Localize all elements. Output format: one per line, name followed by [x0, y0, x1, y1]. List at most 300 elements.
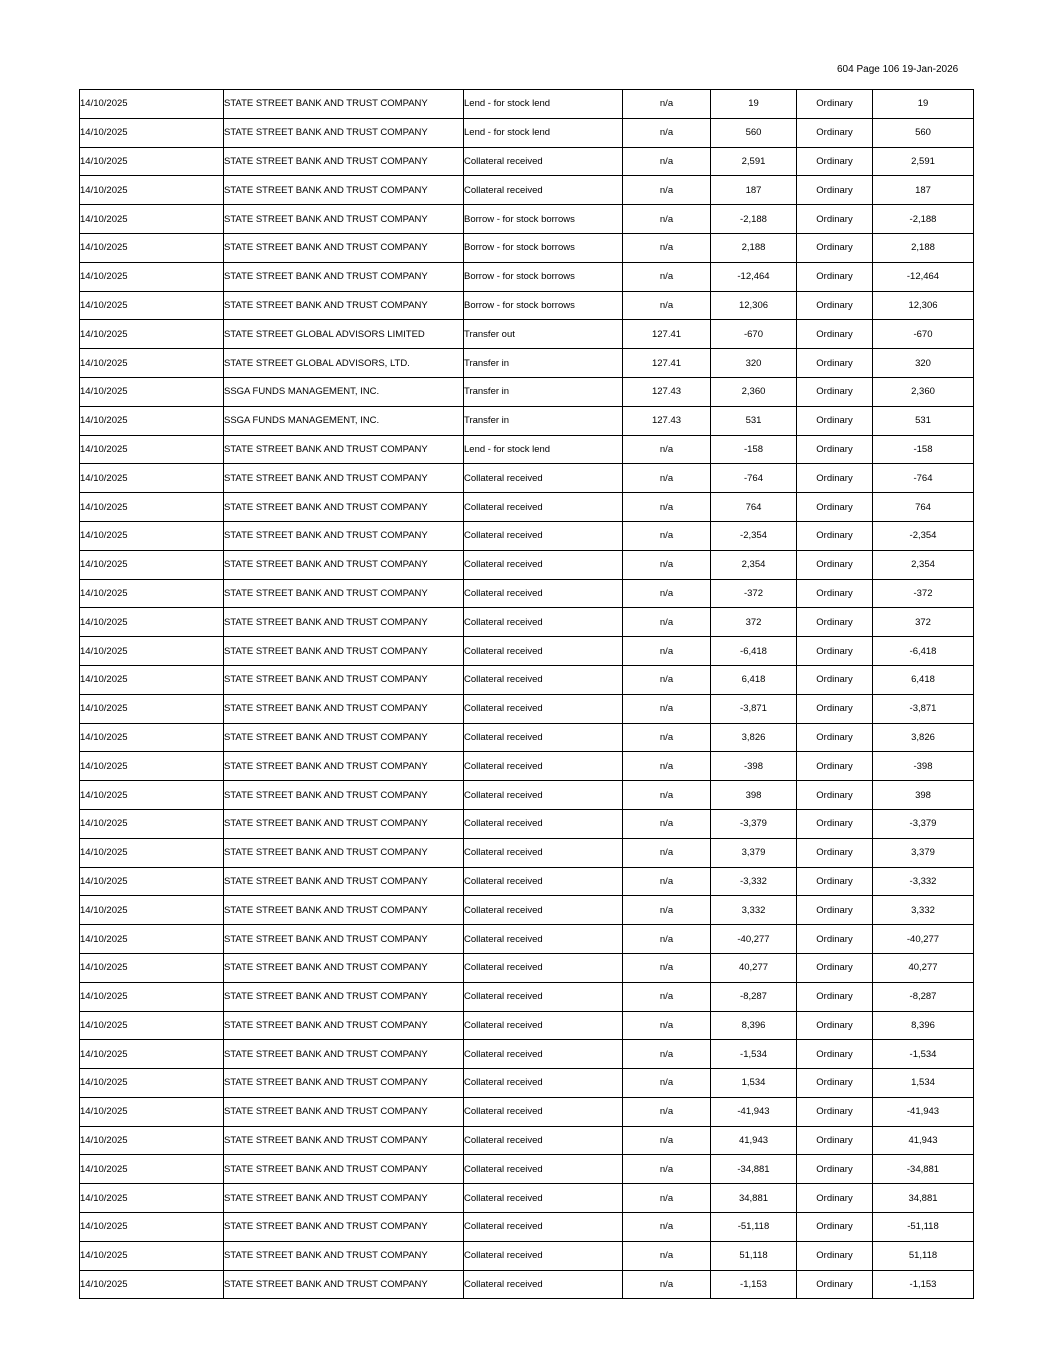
- entity-cell: STATE STREET BANK AND TRUST COMPANY: [224, 435, 464, 464]
- table-row: [80, 665, 974, 694]
- table-row: [80, 176, 974, 205]
- votes-cell: 12,306: [873, 291, 974, 320]
- table-row: [80, 349, 974, 378]
- class-cell: Ordinary: [797, 579, 873, 608]
- table-row: [80, 1213, 974, 1242]
- date-cell: 14/10/2025: [80, 752, 224, 781]
- nature-cell: Collateral received: [464, 925, 623, 954]
- consideration-cell: n/a: [623, 953, 711, 982]
- nature-cell: Collateral received: [464, 809, 623, 838]
- nature-cell: Collateral received: [464, 1097, 623, 1126]
- quantity-cell: 764: [711, 493, 797, 522]
- class-cell: Ordinary: [797, 1126, 873, 1155]
- votes-cell: -670: [873, 320, 974, 349]
- quantity-cell: 19: [711, 90, 797, 119]
- quantity-cell: 320: [711, 349, 797, 378]
- entity-cell: STATE STREET BANK AND TRUST COMPANY: [224, 637, 464, 666]
- nature-cell: Collateral received: [464, 550, 623, 579]
- date-cell: 14/10/2025: [80, 723, 224, 752]
- votes-cell: -2,188: [873, 205, 974, 234]
- consideration-cell: n/a: [623, 982, 711, 1011]
- entity-cell: STATE STREET BANK AND TRUST COMPANY: [224, 1011, 464, 1040]
- class-cell: Ordinary: [797, 809, 873, 838]
- table-row: [80, 435, 974, 464]
- entity-cell: STATE STREET BANK AND TRUST COMPANY: [224, 925, 464, 954]
- votes-cell: 19: [873, 90, 974, 119]
- consideration-cell: n/a: [623, 1241, 711, 1270]
- class-cell: Ordinary: [797, 90, 873, 119]
- quantity-cell: -51,118: [711, 1213, 797, 1242]
- nature-cell: Collateral received: [464, 953, 623, 982]
- nature-cell: Transfer in: [464, 406, 623, 435]
- votes-cell: 531: [873, 406, 974, 435]
- nature-cell: Collateral received: [464, 1270, 623, 1299]
- class-cell: Ordinary: [797, 349, 873, 378]
- consideration-cell: n/a: [623, 118, 711, 147]
- consideration-cell: n/a: [623, 550, 711, 579]
- class-cell: Ordinary: [797, 1040, 873, 1069]
- date-cell: 14/10/2025: [80, 493, 224, 522]
- nature-cell: Lend - for stock lend: [464, 118, 623, 147]
- date-cell: 14/10/2025: [80, 1155, 224, 1184]
- consideration-cell: n/a: [623, 637, 711, 666]
- votes-cell: 2,354: [873, 550, 974, 579]
- date-cell: 14/10/2025: [80, 377, 224, 406]
- entity-cell: STATE STREET BANK AND TRUST COMPANY: [224, 1270, 464, 1299]
- quantity-cell: -6,418: [711, 637, 797, 666]
- nature-cell: Collateral received: [464, 752, 623, 781]
- nature-cell: Lend - for stock lend: [464, 90, 623, 119]
- quantity-cell: -764: [711, 464, 797, 493]
- quantity-cell: 40,277: [711, 953, 797, 982]
- date-cell: 14/10/2025: [80, 1069, 224, 1098]
- consideration-cell: n/a: [623, 262, 711, 291]
- table-row: [80, 1184, 974, 1213]
- entity-cell: STATE STREET BANK AND TRUST COMPANY: [224, 665, 464, 694]
- nature-cell: Borrow - for stock borrows: [464, 291, 623, 320]
- consideration-cell: n/a: [623, 493, 711, 522]
- class-cell: Ordinary: [797, 1155, 873, 1184]
- consideration-cell: n/a: [623, 1213, 711, 1242]
- votes-cell: 3,826: [873, 723, 974, 752]
- class-cell: Ordinary: [797, 118, 873, 147]
- class-cell: Ordinary: [797, 377, 873, 406]
- quantity-cell: 372: [711, 608, 797, 637]
- table-row: [80, 1011, 974, 1040]
- class-cell: Ordinary: [797, 1270, 873, 1299]
- entity-cell: STATE STREET BANK AND TRUST COMPANY: [224, 1213, 464, 1242]
- class-cell: Ordinary: [797, 694, 873, 723]
- nature-cell: Transfer out: [464, 320, 623, 349]
- nature-cell: Collateral received: [464, 1126, 623, 1155]
- consideration-cell: 127.43: [623, 406, 711, 435]
- table-row: [80, 1069, 974, 1098]
- table-row: [80, 579, 974, 608]
- votes-cell: 2,591: [873, 147, 974, 176]
- quantity-cell: 34,881: [711, 1184, 797, 1213]
- quantity-cell: -2,354: [711, 521, 797, 550]
- entity-cell: STATE STREET GLOBAL ADVISORS LIMITED: [224, 320, 464, 349]
- nature-cell: Transfer in: [464, 349, 623, 378]
- quantity-cell: -12,464: [711, 262, 797, 291]
- class-cell: Ordinary: [797, 781, 873, 810]
- quantity-cell: 2,354: [711, 550, 797, 579]
- votes-cell: 3,332: [873, 896, 974, 925]
- entity-cell: STATE STREET BANK AND TRUST COMPANY: [224, 608, 464, 637]
- class-cell: Ordinary: [797, 406, 873, 435]
- entity-cell: STATE STREET BANK AND TRUST COMPANY: [224, 1097, 464, 1126]
- votes-cell: -40,277: [873, 925, 974, 954]
- nature-cell: Collateral received: [464, 1011, 623, 1040]
- consideration-cell: n/a: [623, 608, 711, 637]
- class-cell: Ordinary: [797, 262, 873, 291]
- class-cell: Ordinary: [797, 435, 873, 464]
- date-cell: 14/10/2025: [80, 1126, 224, 1155]
- date-cell: 14/10/2025: [80, 665, 224, 694]
- table-row: [80, 1040, 974, 1069]
- entity-cell: STATE STREET BANK AND TRUST COMPANY: [224, 867, 464, 896]
- votes-cell: -2,354: [873, 521, 974, 550]
- table-body: [80, 90, 974, 1299]
- consideration-cell: n/a: [623, 1270, 711, 1299]
- votes-cell: 6,418: [873, 665, 974, 694]
- class-cell: Ordinary: [797, 982, 873, 1011]
- consideration-cell: n/a: [623, 925, 711, 954]
- consideration-cell: n/a: [623, 1155, 711, 1184]
- class-cell: Ordinary: [797, 1241, 873, 1270]
- date-cell: 14/10/2025: [80, 637, 224, 666]
- entity-cell: STATE STREET BANK AND TRUST COMPANY: [224, 781, 464, 810]
- entity-cell: STATE STREET GLOBAL ADVISORS, LTD.: [224, 349, 464, 378]
- class-cell: Ordinary: [797, 1011, 873, 1040]
- table-row: [80, 377, 974, 406]
- entity-cell: STATE STREET BANK AND TRUST COMPANY: [224, 205, 464, 234]
- votes-cell: 398: [873, 781, 974, 810]
- table-row: [80, 1241, 974, 1270]
- date-cell: 14/10/2025: [80, 1184, 224, 1213]
- quantity-cell: 2,591: [711, 147, 797, 176]
- quantity-cell: -3,379: [711, 809, 797, 838]
- votes-cell: -158: [873, 435, 974, 464]
- class-cell: Ordinary: [797, 1097, 873, 1126]
- class-cell: Ordinary: [797, 320, 873, 349]
- table-row: [80, 1126, 974, 1155]
- class-cell: Ordinary: [797, 953, 873, 982]
- class-cell: Ordinary: [797, 493, 873, 522]
- nature-cell: Collateral received: [464, 867, 623, 896]
- votes-cell: -51,118: [873, 1213, 974, 1242]
- class-cell: Ordinary: [797, 550, 873, 579]
- quantity-cell: -34,881: [711, 1155, 797, 1184]
- consideration-cell: n/a: [623, 809, 711, 838]
- entity-cell: STATE STREET BANK AND TRUST COMPANY: [224, 464, 464, 493]
- quantity-cell: -158: [711, 435, 797, 464]
- nature-cell: Borrow - for stock borrows: [464, 233, 623, 262]
- votes-cell: 560: [873, 118, 974, 147]
- votes-cell: 320: [873, 349, 974, 378]
- nature-cell: Collateral received: [464, 665, 623, 694]
- votes-cell: -398: [873, 752, 974, 781]
- entity-cell: STATE STREET BANK AND TRUST COMPANY: [224, 579, 464, 608]
- consideration-cell: n/a: [623, 176, 711, 205]
- votes-cell: -3,871: [873, 694, 974, 723]
- table-row: [80, 262, 974, 291]
- quantity-cell: 531: [711, 406, 797, 435]
- nature-cell: Collateral received: [464, 838, 623, 867]
- date-cell: 14/10/2025: [80, 1040, 224, 1069]
- class-cell: Ordinary: [797, 1069, 873, 1098]
- votes-cell: -34,881: [873, 1155, 974, 1184]
- table-row: [80, 838, 974, 867]
- consideration-cell: n/a: [623, 1069, 711, 1098]
- date-cell: 14/10/2025: [80, 579, 224, 608]
- date-cell: 14/10/2025: [80, 435, 224, 464]
- date-cell: 14/10/2025: [80, 205, 224, 234]
- entity-cell: STATE STREET BANK AND TRUST COMPANY: [224, 838, 464, 867]
- consideration-cell: 127.41: [623, 349, 711, 378]
- date-cell: 14/10/2025: [80, 982, 224, 1011]
- quantity-cell: 398: [711, 781, 797, 810]
- entity-cell: STATE STREET BANK AND TRUST COMPANY: [224, 694, 464, 723]
- consideration-cell: n/a: [623, 723, 711, 752]
- entity-cell: STATE STREET BANK AND TRUST COMPANY: [224, 147, 464, 176]
- date-cell: 14/10/2025: [80, 838, 224, 867]
- consideration-cell: n/a: [623, 579, 711, 608]
- class-cell: Ordinary: [797, 1184, 873, 1213]
- date-cell: 14/10/2025: [80, 320, 224, 349]
- date-cell: 14/10/2025: [80, 233, 224, 262]
- class-cell: Ordinary: [797, 464, 873, 493]
- quantity-cell: -3,871: [711, 694, 797, 723]
- entity-cell: STATE STREET BANK AND TRUST COMPANY: [224, 233, 464, 262]
- table-row: [80, 896, 974, 925]
- nature-cell: Collateral received: [464, 521, 623, 550]
- consideration-cell: n/a: [623, 1040, 711, 1069]
- quantity-cell: 8,396: [711, 1011, 797, 1040]
- date-cell: 14/10/2025: [80, 291, 224, 320]
- class-cell: Ordinary: [797, 752, 873, 781]
- consideration-cell: n/a: [623, 521, 711, 550]
- entity-cell: STATE STREET BANK AND TRUST COMPANY: [224, 1184, 464, 1213]
- consideration-cell: n/a: [623, 233, 711, 262]
- table-row: [80, 205, 974, 234]
- date-cell: 14/10/2025: [80, 608, 224, 637]
- nature-cell: Collateral received: [464, 1155, 623, 1184]
- date-cell: 14/10/2025: [80, 1213, 224, 1242]
- table-row: [80, 925, 974, 954]
- date-cell: 14/10/2025: [80, 464, 224, 493]
- date-cell: 14/10/2025: [80, 521, 224, 550]
- class-cell: Ordinary: [797, 838, 873, 867]
- table-row: [80, 493, 974, 522]
- date-cell: 14/10/2025: [80, 694, 224, 723]
- table-row: [80, 320, 974, 349]
- table-row: [80, 694, 974, 723]
- quantity-cell: -1,534: [711, 1040, 797, 1069]
- votes-cell: -6,418: [873, 637, 974, 666]
- quantity-cell: 12,306: [711, 291, 797, 320]
- nature-cell: Collateral received: [464, 723, 623, 752]
- votes-cell: 2,360: [873, 377, 974, 406]
- class-cell: Ordinary: [797, 637, 873, 666]
- transactions-table: [79, 89, 974, 1299]
- table-row: [80, 291, 974, 320]
- consideration-cell: n/a: [623, 867, 711, 896]
- votes-cell: -41,943: [873, 1097, 974, 1126]
- entity-cell: STATE STREET BANK AND TRUST COMPANY: [224, 176, 464, 205]
- table-row: [80, 233, 974, 262]
- date-cell: 14/10/2025: [80, 781, 224, 810]
- quantity-cell: -40,277: [711, 925, 797, 954]
- class-cell: Ordinary: [797, 867, 873, 896]
- nature-cell: Collateral received: [464, 1184, 623, 1213]
- nature-cell: Collateral received: [464, 493, 623, 522]
- quantity-cell: -2,188: [711, 205, 797, 234]
- consideration-cell: n/a: [623, 435, 711, 464]
- nature-cell: Collateral received: [464, 982, 623, 1011]
- nature-cell: Collateral received: [464, 896, 623, 925]
- class-cell: Ordinary: [797, 291, 873, 320]
- table-row: [80, 608, 974, 637]
- consideration-cell: 127.41: [623, 320, 711, 349]
- entity-cell: STATE STREET BANK AND TRUST COMPANY: [224, 521, 464, 550]
- consideration-cell: n/a: [623, 90, 711, 119]
- nature-cell: Collateral received: [464, 1241, 623, 1270]
- votes-cell: 40,277: [873, 953, 974, 982]
- entity-cell: STATE STREET BANK AND TRUST COMPANY: [224, 1155, 464, 1184]
- votes-cell: 1,534: [873, 1069, 974, 1098]
- nature-cell: Collateral received: [464, 176, 623, 205]
- consideration-cell: n/a: [623, 752, 711, 781]
- date-cell: 14/10/2025: [80, 90, 224, 119]
- entity-cell: STATE STREET BANK AND TRUST COMPANY: [224, 493, 464, 522]
- votes-cell: 2,188: [873, 233, 974, 262]
- quantity-cell: 41,943: [711, 1126, 797, 1155]
- nature-cell: Collateral received: [464, 694, 623, 723]
- table-row: [80, 809, 974, 838]
- quantity-cell: -398: [711, 752, 797, 781]
- date-cell: 14/10/2025: [80, 896, 224, 925]
- date-cell: 14/10/2025: [80, 925, 224, 954]
- votes-cell: 51,118: [873, 1241, 974, 1270]
- quantity-cell: -670: [711, 320, 797, 349]
- quantity-cell: 51,118: [711, 1241, 797, 1270]
- quantity-cell: 3,379: [711, 838, 797, 867]
- quantity-cell: 187: [711, 176, 797, 205]
- date-cell: 14/10/2025: [80, 1241, 224, 1270]
- entity-cell: STATE STREET BANK AND TRUST COMPANY: [224, 550, 464, 579]
- entity-cell: STATE STREET BANK AND TRUST COMPANY: [224, 118, 464, 147]
- entity-cell: SSGA FUNDS MANAGEMENT, INC.: [224, 406, 464, 435]
- entity-cell: STATE STREET BANK AND TRUST COMPANY: [224, 1126, 464, 1155]
- votes-cell: -3,332: [873, 867, 974, 896]
- nature-cell: Collateral received: [464, 1213, 623, 1242]
- entity-cell: SSGA FUNDS MANAGEMENT, INC.: [224, 377, 464, 406]
- table-row: [80, 1270, 974, 1299]
- nature-cell: Transfer in: [464, 377, 623, 406]
- class-cell: Ordinary: [797, 896, 873, 925]
- votes-cell: -12,464: [873, 262, 974, 291]
- consideration-cell: n/a: [623, 838, 711, 867]
- consideration-cell: n/a: [623, 694, 711, 723]
- consideration-cell: n/a: [623, 1011, 711, 1040]
- consideration-cell: n/a: [623, 781, 711, 810]
- table-row: [80, 953, 974, 982]
- consideration-cell: n/a: [623, 665, 711, 694]
- table-row: [80, 781, 974, 810]
- entity-cell: STATE STREET BANK AND TRUST COMPANY: [224, 809, 464, 838]
- class-cell: Ordinary: [797, 665, 873, 694]
- entity-cell: STATE STREET BANK AND TRUST COMPANY: [224, 262, 464, 291]
- consideration-cell: 127.43: [623, 377, 711, 406]
- table-row: [80, 723, 974, 752]
- entity-cell: STATE STREET BANK AND TRUST COMPANY: [224, 896, 464, 925]
- consideration-cell: n/a: [623, 291, 711, 320]
- votes-cell: 764: [873, 493, 974, 522]
- votes-cell: -3,379: [873, 809, 974, 838]
- quantity-cell: -3,332: [711, 867, 797, 896]
- consideration-cell: n/a: [623, 464, 711, 493]
- nature-cell: Borrow - for stock borrows: [464, 262, 623, 291]
- date-cell: 14/10/2025: [80, 1011, 224, 1040]
- quantity-cell: 3,332: [711, 896, 797, 925]
- quantity-cell: 1,534: [711, 1069, 797, 1098]
- votes-cell: -8,287: [873, 982, 974, 1011]
- date-cell: 14/10/2025: [80, 550, 224, 579]
- class-cell: Ordinary: [797, 1213, 873, 1242]
- nature-cell: Collateral received: [464, 579, 623, 608]
- date-cell: 14/10/2025: [80, 1270, 224, 1299]
- entity-cell: STATE STREET BANK AND TRUST COMPANY: [224, 291, 464, 320]
- entity-cell: STATE STREET BANK AND TRUST COMPANY: [224, 1241, 464, 1270]
- nature-cell: Collateral received: [464, 1069, 623, 1098]
- date-cell: 14/10/2025: [80, 809, 224, 838]
- table-row: [80, 867, 974, 896]
- votes-cell: 34,881: [873, 1184, 974, 1213]
- table-row: [80, 90, 974, 119]
- votes-cell: -372: [873, 579, 974, 608]
- consideration-cell: n/a: [623, 1184, 711, 1213]
- table-row: [80, 464, 974, 493]
- votes-cell: -1,153: [873, 1270, 974, 1299]
- nature-cell: Lend - for stock lend: [464, 435, 623, 464]
- date-cell: 14/10/2025: [80, 262, 224, 291]
- quantity-cell: -1,153: [711, 1270, 797, 1299]
- table-row: [80, 1097, 974, 1126]
- quantity-cell: -372: [711, 579, 797, 608]
- entity-cell: STATE STREET BANK AND TRUST COMPANY: [224, 752, 464, 781]
- class-cell: Ordinary: [797, 147, 873, 176]
- class-cell: Ordinary: [797, 205, 873, 234]
- table-row: [80, 147, 974, 176]
- date-cell: 14/10/2025: [80, 867, 224, 896]
- nature-cell: Borrow - for stock borrows: [464, 205, 623, 234]
- entity-cell: STATE STREET BANK AND TRUST COMPANY: [224, 723, 464, 752]
- quantity-cell: 560: [711, 118, 797, 147]
- class-cell: Ordinary: [797, 723, 873, 752]
- entity-cell: STATE STREET BANK AND TRUST COMPANY: [224, 1040, 464, 1069]
- votes-cell: -1,534: [873, 1040, 974, 1069]
- table-row: [80, 406, 974, 435]
- consideration-cell: n/a: [623, 147, 711, 176]
- votes-cell: 8,396: [873, 1011, 974, 1040]
- table-row: [80, 1155, 974, 1184]
- entity-cell: STATE STREET BANK AND TRUST COMPANY: [224, 982, 464, 1011]
- quantity-cell: 2,360: [711, 377, 797, 406]
- votes-cell: 41,943: [873, 1126, 974, 1155]
- quantity-cell: 6,418: [711, 665, 797, 694]
- table-row: [80, 637, 974, 666]
